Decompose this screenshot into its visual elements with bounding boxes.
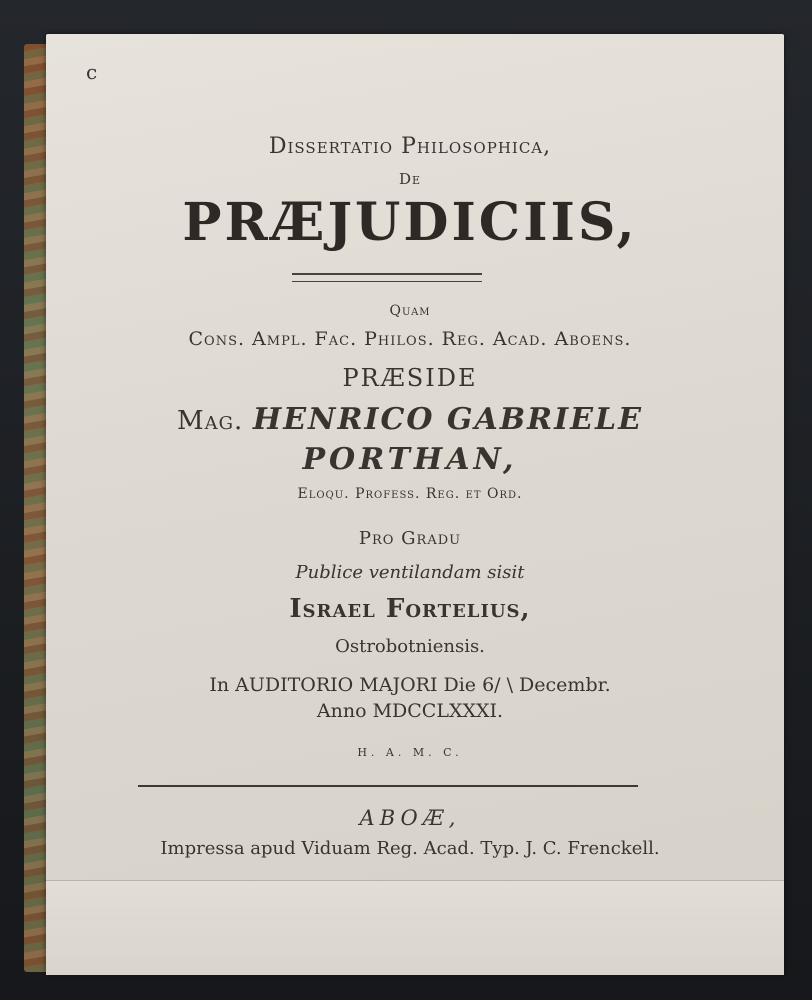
quam-line: Quam — [389, 303, 431, 319]
hamc-line: H. A. M. C. — [357, 746, 463, 759]
publice-line: Publice ventilandam sisit — [295, 562, 525, 583]
pro-gradu-line: Pro Gradu — [358, 528, 462, 549]
place-line: ABOÆ, — [359, 806, 461, 830]
imprint-rule — [138, 785, 638, 787]
title-rule — [292, 273, 482, 282]
praeside-line: PRÆSIDE — [342, 364, 478, 392]
imprint-line: Impressa apud Viduam Reg. Acad. Typ. J. C. Frenckell. — [160, 838, 660, 859]
anno-line: Anno MDCCLXXXI. — [316, 700, 504, 722]
page-lower-margin — [46, 880, 784, 975]
president-name-line — [90, 402, 730, 437]
author-name: Israel Fortelius, — [289, 594, 531, 624]
auditorio-line: In AUDITORIO MAJORI Die 6/ \ Decembr. — [209, 674, 611, 696]
president-surname: PORTHAN, — [302, 442, 518, 477]
corner-mark: c — [86, 60, 98, 84]
main-title: PRÆJUDICIIS, — [182, 192, 638, 253]
origin-line: Ostrobotniensis. — [335, 636, 485, 657]
profession-line: Eloqu. Profess. Reg. et Ord. — [297, 486, 523, 502]
de-line: De — [398, 170, 422, 188]
title-line: Dissertatio Philosophica, — [268, 134, 552, 159]
consensus-line: Cons. Ampl. Fac. Philos. Reg. Acad. Aboens. — [188, 328, 632, 350]
mag-title: Mag. — [177, 406, 244, 436]
president-first-names: HENRICO GABRIELE — [252, 402, 643, 437]
